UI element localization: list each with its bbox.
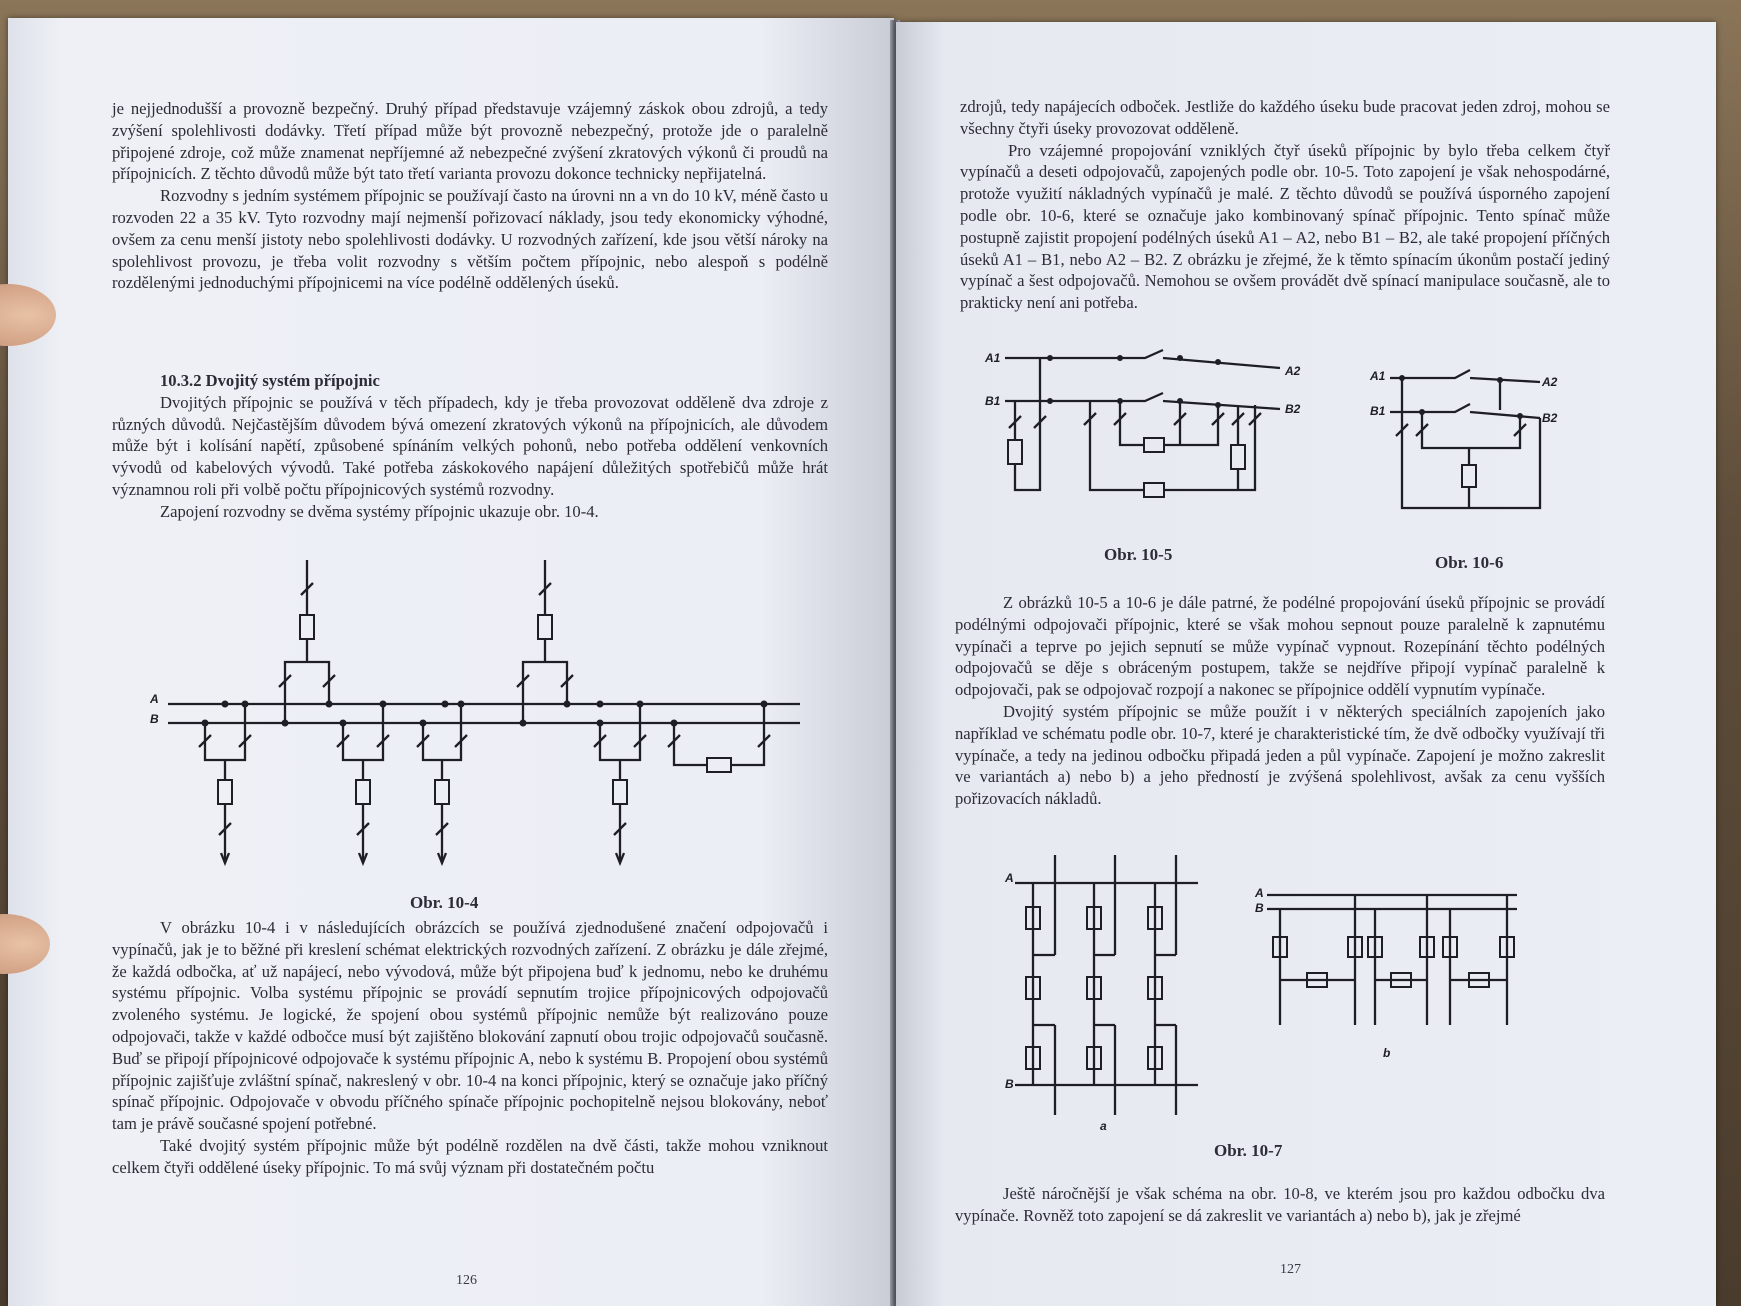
left-paragraph-2: Rozvodny s jedním systémem přípojnic se používají často na úrovni nn a vn do 10 kV, méně často u rozvoden 22 a 35 kV. Tyto rozvodny mají nejmenší pořizovací náklady, jsou tedy ekonomicky výhodné, ovšem za cenu menší jistoty nebo spolehlivosti dodávky. U rozvodných zařízení, kde jsou větší nároky na spolehlivost provozu, je třeba volit rozvodny s větším počtem přípojnic, nebo alespoň s podélně rozdělenými jednoduchými přípojnicemi na více podélně oddělených úseků. xyxy=(112,186,828,293)
fig7b-bay-2 xyxy=(1368,895,1434,1025)
left-text-block-1 xyxy=(112,98,828,294)
bus-coupler xyxy=(668,701,770,773)
fig7a-label-a: A xyxy=(1005,871,1014,885)
right-text-block-3 xyxy=(955,1183,1605,1227)
busbar-b-label: B xyxy=(150,712,159,726)
fig5-label-a1: A1 xyxy=(985,351,1001,365)
outgoing-feeder-1 xyxy=(199,701,251,864)
outgoing-feeder-3 xyxy=(417,701,467,864)
figure-10-7b-diagram xyxy=(1255,885,1525,1065)
right-text-block-1 xyxy=(960,96,1610,314)
left-paragraph-3: Dvojitých přípojnic se používá v těch případech, kdy je třeba provozovat odděleně dva zdroje z různých důvodů. Nejčastějším důvodem bývá omezení zkratových výkonů na přípojnicích, ale důvodem může být i kolísání napětí, způsobené spínáním velkých pohonů, nebo potřeba oddělení venkovních vývodů od kabelových vývodů. Také potřeba záskokového napájení důležitých spotřebičů může hrát významnou roli při volbě počtu přípojnicových systémů rozvodny. xyxy=(112,392,828,499)
right-page-number: 127 xyxy=(1280,1262,1301,1277)
right-paragraph-2: Pro vzájemné propojování vzniklých čtyř úseků přípojnic by bylo třeba celkem čtyř vypínačů a deseti odpojovačů, zapojených podle obr. 10-5. Toto zapojení je však nehospodárné, protože využití nákladných vypínačů je malé. Z těchto důvodů se používá úsporného zapojení podle obr. 10-6, které se označuje jako kombinovaný spínač přípojnic. Tento spínač může postupně zajistit propojení podélných úseků A1 – A2, nebo B1 – B2, ale také propojení příčných úseků A1 – B1, nebo A2 – B2. Z obrázku je zřejmé, že k těmto spínacím úkonům postačí jediný vypínač a šest odpojovačů. Nemohou se ovšem provádět dvě spínací manipulace současně, ale to prakticky není ani potřeba. xyxy=(960,140,1610,313)
figure-10-5-diagram xyxy=(980,350,1310,510)
figure-10-6-diagram xyxy=(1370,370,1560,520)
fig5-label-a2: A2 xyxy=(1285,364,1301,378)
left-paragraph-6: Také dvojitý systém přípojnic může být podélně rozdělen na dvě části, takže mohou vzniknout celkem čtyři oddělené úseky přípojnic. To má svůj význam při dostatečném počtu xyxy=(112,1135,828,1177)
fig6-label-a2: A2 xyxy=(1542,375,1558,389)
right-paragraph-4: Dvojitý systém přípojnic se může použít i v některých speciálních zapojeních jako například ve schématu podle obr. 10-7, které je charakteristické tím, že dvě odbočky využívají tři vypínače, a tedy na jedinou odbočku připadá jeden a půl vypínače. Zapojení je možno zakreslit ve variantách a) nebo b) a jeho předností je zvýšená spolehlivost, avšak za cenu vyšších pořizovacích nákladů. xyxy=(955,701,1605,809)
left-paragraph-1: je nejjednodušší a provozně bezpečný. Druhý případ představuje vzájemný záskok obou zdrojů, a tedy zvýšení spolehlivosti dodávky. Třetí případ může být provozně nebezpečný, protože jde o paralelně připojené zdroje, což může znamenat nepříjemné až nebezpečné zvýšení zkratových výkonů či proudů na přípojnicích. Z těchto důvodů může být tato třetí varianta provozu dokonce technicky nepřijatelná. xyxy=(112,99,828,184)
left-paragraph-5: V obrázku 10-4 i v následujících obrázcích se používá zjednodušené značení odpojovačů i vypínačů, jak je to běžné při kreslení schémat elektrických rozvodných zařízení. Z obrázku je dále zřejmé, že každá odbočka, ať už napájecí, nebo vývodová, může být připojena buď k jednomu, nebo ke druhému systému přípojnic. Volba systému přípojnic se provádí sepnutím trojice přípojnicových odpojovačů zvoleného systému. Je logické, že spojení obou systémů přípojnic nemůže být realizováno pouze odpojovači, takže v každé odbočce musí být zajištěno blokování zapnutí obou trojic odpojovačů současně. Buď se připojí přípojnicové odpojovače k systému přípojnic A, nebo k systému B. Propojení obou systémů přípojnic zajišťuje zvláštní spínač, nakreslený v obr. 10-4 na konci přípojnic, který se označuje jako příčný spínač přípojnic. Odpojovače v obvodu příčného spínače přípojnic pochopitelně nejsou blokovány, neboť tam je právě současné spojení potřebné. xyxy=(112,918,828,1134)
fig5-label-b1: B1 xyxy=(985,394,1001,408)
busbar-a-label: A xyxy=(150,692,159,706)
left-page-number: 126 xyxy=(456,1273,477,1288)
left-paragraph-4: Zapojení rozvodny se dvěma systémy přípojnic ukazuje obr. 10-4. xyxy=(160,501,599,521)
left-text-block-2 xyxy=(112,370,828,523)
left-text-block-3 xyxy=(112,917,828,1179)
incoming-feeder-1 xyxy=(279,560,335,727)
figure-10-5-caption: Obr. 10-5 xyxy=(1104,545,1173,564)
right-paragraph-1: zdrojů, tedy napájecích odboček. Jestliže do každého úseku bude pracovat jeden zdroj, mohou se všechny čtyři úseky provozovat odděleně. xyxy=(960,97,1610,138)
fig5-label-b2: B2 xyxy=(1285,402,1301,416)
figure-10-6-caption: Obr. 10-6 xyxy=(1435,553,1504,572)
fig7a-column-3 xyxy=(1148,883,1162,1085)
figure-10-7-caption: Obr. 10-7 xyxy=(1214,1141,1283,1160)
fig7a-label-b: B xyxy=(1005,1077,1014,1091)
fig6-label-b2: B2 xyxy=(1542,411,1558,425)
right-paragraph-3: Z obrázků 10-5 a 10-6 je dále patrné, že podélné propojování úseků přípojnic se provádí podélnými odpojovači přípojnic, které se však mohou sepnout pouze paralelně k zapnutému vypínači a teprve po jejich sepnutí se může vypínač vypnout. Rozepínání těchto podélných odpojovačů se děje s obráceným postupem, takže se nejdříve připojí vypínač paralelně k odpojovači, pak se odpojovač rozpojí a nakonec se přípojnice oddělí vypnutím vypínače. xyxy=(955,593,1605,700)
incoming-feeder-2 xyxy=(517,560,573,727)
fig7-sublabel-a: a xyxy=(1100,1119,1107,1133)
right-text-block-2 xyxy=(955,592,1605,810)
section-heading: 10.3.2 Dvojitý systém přípojnic xyxy=(160,371,380,390)
fig6-label-a1: A1 xyxy=(1370,369,1386,383)
right-paragraph-5: Ještě náročnější je však schéma na obr. 10-8, ve kterém jsou pro každou odbočku dva vypínače. Rovněž toto zapojení se dá zakreslit ve variantách a) nebo b), jak je zřejmé xyxy=(955,1184,1605,1225)
figure-10-4-diagram xyxy=(140,555,820,875)
fig7-sublabel-b: b xyxy=(1383,1046,1391,1060)
fig7a-column-1 xyxy=(1026,883,1040,1085)
outgoing-feeder-2 xyxy=(337,701,389,864)
figure-10-7a-diagram xyxy=(1000,855,1210,1135)
fig7b-label-b: B xyxy=(1255,901,1264,915)
fig6-label-b1: B1 xyxy=(1370,404,1386,418)
outgoing-feeder-4 xyxy=(594,701,646,864)
fig7b-bay-3 xyxy=(1443,895,1514,1025)
fig7b-label-a: A xyxy=(1255,886,1264,900)
fig7a-column-2 xyxy=(1087,883,1101,1085)
fig7b-bay-1 xyxy=(1273,895,1362,1025)
figure-10-4-caption: Obr. 10-4 xyxy=(410,893,479,912)
